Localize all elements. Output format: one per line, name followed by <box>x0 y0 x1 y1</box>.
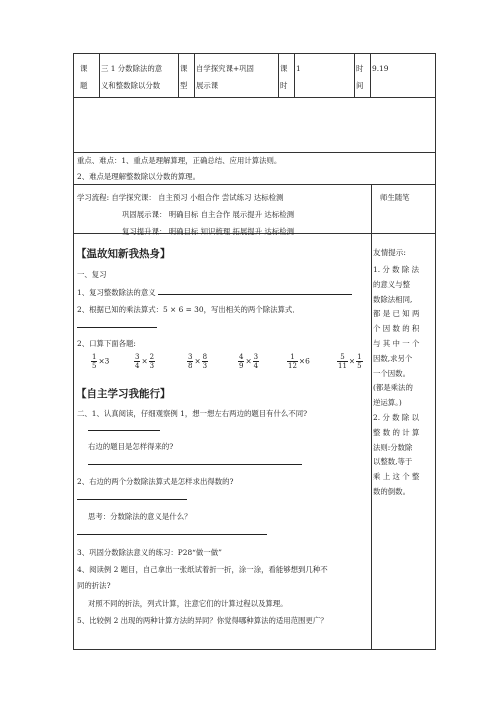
tips-line: 与 其 中 一 个 <box>373 338 420 348</box>
exercise-2 <box>133 353 156 370</box>
tips-line: 因数,求另个 <box>373 353 413 363</box>
operator: × <box>141 356 148 366</box>
label-jian: 间 <box>356 81 364 90</box>
col-divider <box>194 54 195 97</box>
label-ke-2: 课 <box>180 64 188 73</box>
answer-blank <box>77 526 267 535</box>
tips-line: 一个因数。 <box>373 368 410 378</box>
col-divider <box>99 54 100 97</box>
numerator: 2 <box>149 353 155 361</box>
para-1: 二、1、认真阅读，仔细观察例 1，想一想左右两边的题目有什么不同? <box>77 409 308 418</box>
para-4: 思考：分数除法的意义是什么？ <box>88 512 192 521</box>
notes-col-divider <box>371 184 372 650</box>
denominator: 12 <box>288 362 297 370</box>
numerator: 1 <box>92 353 97 361</box>
notes-title: 师生随笔 <box>380 193 410 202</box>
process-line-3: 复习提升课： 明确目标 知识梳理 拓展提升 达标检测 <box>122 227 294 236</box>
fraction <box>337 353 348 370</box>
tips-title: 友情提示: <box>373 248 406 257</box>
col-divider <box>354 54 355 97</box>
row-divider <box>74 97 435 98</box>
para-7: 对照不同的折法，列式计算，注意它们的计算过程以及算理。 <box>88 599 288 608</box>
numerator: 1 <box>287 353 298 362</box>
col-divider <box>370 54 371 97</box>
operator: × <box>245 356 252 366</box>
operator: × <box>194 356 201 366</box>
topic-line-1: 三 1 分数除法的意 <box>101 64 163 73</box>
exercise-6 <box>336 353 364 370</box>
fraction <box>134 353 140 370</box>
numerator: 3 <box>188 353 193 361</box>
fraction <box>356 353 362 370</box>
col-divider <box>294 54 295 97</box>
tips-list <box>373 263 433 500</box>
type-line-1: 自学探究课+巩固 <box>196 64 254 73</box>
exercise-1 <box>90 353 109 370</box>
numerator: 3 <box>135 353 140 361</box>
focus-line-2: 2、难点是理解整数除以分数的算理。 <box>77 172 200 181</box>
row-divider <box>74 152 435 153</box>
tips-line: 整 数 的 计 算 <box>373 427 420 437</box>
denominator: 4 <box>253 362 259 370</box>
question-1-text: 1、复习整数除法的意义 <box>77 288 156 297</box>
answer-blank <box>158 286 352 295</box>
label-ti: 题 <box>80 81 88 90</box>
operator: ×3 <box>98 356 110 366</box>
denominator: 8 <box>188 362 193 370</box>
question-2: 2、根据已知的乘法算式：5 × 6 = 30，写出相关的两个除法算式． <box>77 305 300 314</box>
numerator: 8 <box>202 353 208 361</box>
numerator: 1 <box>357 353 362 361</box>
denominator: 5 <box>92 362 97 370</box>
para-6-line-1: 4、阅读例 2 题目，自己拿出一张纸试着折一折，涂一涂，看能够想到几种不 <box>77 565 328 574</box>
period-value: 1 <box>296 64 301 73</box>
tips-line: 都 是 已 知 两 <box>373 309 420 319</box>
process-line-2: 巩固展示课： 明确目标 自主合作 展示提升 达标检测 <box>122 210 294 219</box>
exercise-3 <box>186 353 209 370</box>
denominator: 11 <box>338 362 347 370</box>
denominator: 3 <box>202 362 208 370</box>
operator: ×6 <box>298 356 310 366</box>
tips-line: 2. 分 数 除 以 <box>373 412 420 422</box>
answer-blank-line <box>88 456 302 469</box>
fraction <box>253 353 259 370</box>
date-value: 9.19 <box>372 64 389 73</box>
exercise-5 <box>286 353 310 370</box>
col-divider <box>278 54 279 97</box>
numerator: 3 <box>253 353 259 361</box>
question-3: 2、口算下面各题: <box>77 339 136 348</box>
label-shi: 时 <box>280 81 288 90</box>
tips-line: 1. 分 数 除 法 <box>373 265 420 274</box>
fraction <box>238 353 244 370</box>
answer-blank <box>77 319 157 328</box>
fraction <box>149 353 155 370</box>
section-1-title: 【温故知新我热身】 <box>76 248 171 260</box>
type-line-2: 展示课 <box>196 81 219 90</box>
answer-blank-line <box>77 491 187 504</box>
answer-blank <box>77 491 187 500</box>
operator: × <box>348 356 356 366</box>
review-label: 一、复习 <box>77 270 107 279</box>
denominator: 9 <box>239 362 244 370</box>
label-xing: 型 <box>180 81 188 90</box>
para-6-line-2: 同的折法? <box>77 581 111 590</box>
tips-line: 数除法相同, <box>373 294 413 304</box>
question-1 <box>77 286 352 299</box>
tips-line: (都是乘法的 <box>373 383 413 393</box>
para-2: 右边的题目是怎样得来的? <box>88 442 174 451</box>
answer-blank-line <box>88 422 160 435</box>
answer-blank <box>88 422 160 431</box>
fraction <box>187 353 193 370</box>
numerator: 5 <box>337 353 348 362</box>
label-ke-3: 课 <box>280 64 288 73</box>
tips-line: 数的倒数。 <box>373 486 410 496</box>
answer-blank-line <box>77 526 267 539</box>
fraction <box>202 353 208 370</box>
focus-line-1: 重点、难点：1、重点是理解算理，正确总结、应用计算法则。 <box>77 156 282 165</box>
col-divider <box>178 54 179 97</box>
tips-line: 以整数,等于 <box>373 457 413 467</box>
fraction <box>287 353 298 370</box>
section-2-title: 【自主学习我能行】 <box>76 388 171 400</box>
denominator: 5 <box>357 362 362 370</box>
denominator: 3 <box>149 362 155 370</box>
row-divider <box>74 184 435 185</box>
tips-line: 个 因 数 的 积 <box>373 324 420 334</box>
numerator: 4 <box>239 353 244 361</box>
fraction <box>91 353 97 370</box>
label-ke: 课 <box>80 64 88 73</box>
process-line-1: 学习流程: 自学探究课： 自主预习 小组合作 尝试练习 达标检测 <box>77 193 284 202</box>
para-3: 2、右边的两个分数除法算式是怎样求出得数的? <box>77 477 234 486</box>
topic-line-2: 义和整数除以分数 <box>101 81 161 90</box>
tips-line: 逆运算。) <box>373 398 402 408</box>
exercise-4 <box>237 353 260 370</box>
label-shi-2: 时 <box>356 64 364 73</box>
tips-line: 的意义与整 <box>373 279 410 289</box>
para-5: 3、巩固分数除法意义的练习：P28“做一做” <box>77 548 222 557</box>
tips-line: 乘 上 这 个 整 <box>373 472 420 482</box>
para-8: 5、比较例 2 出现的两种计算方法的异同？你觉得哪种算法的适用范围更广？ <box>77 616 328 625</box>
tips-line: 法则:分数除 <box>373 442 413 452</box>
answer-blank-line <box>77 319 157 332</box>
answer-blank <box>88 456 302 465</box>
denominator: 4 <box>135 362 140 370</box>
